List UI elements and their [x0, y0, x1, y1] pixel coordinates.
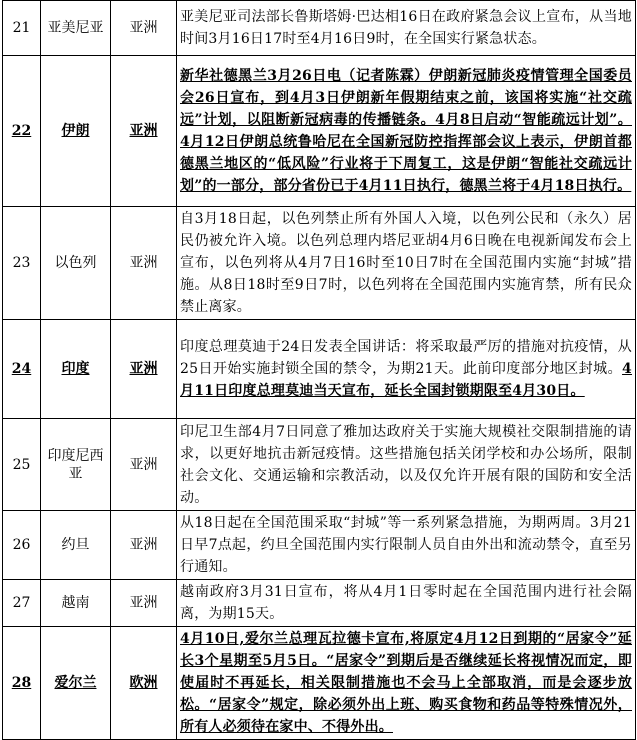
row-number: 27: [3, 580, 41, 627]
region-name: 亚洲: [111, 320, 177, 419]
table-row: [3, 580, 636, 627]
country-name: 越南: [41, 580, 111, 627]
country-name: 爱尔兰: [41, 627, 111, 740]
region-name: 亚洲: [111, 207, 177, 320]
region-name: 欧洲: [111, 627, 177, 740]
row-number: 26: [3, 511, 41, 580]
country-name: 亚美尼亚: [41, 1, 111, 56]
plain-text: 印度总理莫迪于24日发表全国讲话：将采取最严厉的措施对抗疫情，从25日开始实施封锁全国的禁令，为期21天。此前印度部分地区封城。: [180, 339, 632, 377]
table-row: [3, 511, 636, 580]
table-row: [3, 207, 636, 320]
measure-description: [177, 320, 636, 419]
region-name: 亚洲: [111, 56, 177, 207]
region-name: 亚洲: [111, 1, 177, 56]
highlighted-text: 新华社德黑兰3月26日电（记者陈霖）伊朗新冠肺炎疫情管理全国委员会26日宣布，到4月3日伊朗新年假期结束之前，该国将实施“社交疏远”计划，以阻断新冠病毒的传播链条。4月8日启动“智能疏远计划”。4月12日伊朗总统鲁哈尼在全国新冠防控指挥部会议上表示，伊朗首都德黑兰地区的“低风险”行业将于下周复工，这是伊朗“智能社交疏远计划”的一部分，部分省份已于4月11日执行，德黑兰将于4月18日执行。: [180, 68, 632, 194]
row-number: 22: [3, 56, 41, 207]
country-name: 约旦: [41, 511, 111, 580]
measures-table: [2, 0, 636, 740]
region-name: 亚洲: [111, 419, 177, 511]
country-name: 印度: [41, 320, 111, 419]
measure-description: 自3月18日起，以色列禁止所有外国人入境，以色列公民和（永久）居民仍被允许入境。以色列总理内塔尼亚胡4月6日晚在电视新闻发布会上宣布，以色列将从4月7日16时至10日7时在全国范围内实施“封城”措施。从8日18时至9日7时，以色列将在全国范围内实施宵禁，所有民众禁止离家。: [177, 207, 636, 320]
row-number: 23: [3, 207, 41, 320]
region-name: 亚洲: [111, 511, 177, 580]
table-row: [3, 56, 636, 207]
country-name: 伊朗: [41, 56, 111, 207]
measure-description: [177, 56, 636, 207]
row-number: 28: [3, 627, 41, 740]
highlighted-text: 4月10日,爱尔兰总理瓦拉德卡宣布,将原定4月12日到期的“居家令”延长3个星期至5月5日。“居家令”到期后是否继续延长将视情况而定，即使届时不再延长，相关限制措施也不会马上全部取消，而是会逐步放松。“居家令”规定，除必须外出上班、购买食物和药品等特殊情况外，所有人必须待在家中、不得外出。: [180, 631, 632, 735]
measure-description: 印尼卫生部4月7日同意了雅加达政府关于实施大规模社交限制措施的请求，以更好地抗击新冠疫情。这些措施包括关闭学校和办公场所，限制社会文化、交通运输和宗教活动，以及仅允许开展有限的国防和安全活动。: [177, 419, 636, 511]
country-name: 印度尼西亚: [41, 419, 111, 511]
highlighted-text: 4月11日印度总理莫迪当天宣布，延长全国封锁期限至4月30日。: [180, 361, 632, 399]
table-row: [3, 627, 636, 740]
row-number: 25: [3, 419, 41, 511]
table-row: [3, 1, 636, 56]
measure-description: 越南政府3月31日宣布，将从4月1日零时起在全国范围内进行社会隔离，为期15天。: [177, 580, 636, 627]
region-name: 亚洲: [111, 580, 177, 627]
measure-description: [177, 627, 636, 740]
row-number: 24: [3, 320, 41, 419]
table-row: [3, 419, 636, 511]
measure-description: 从18日起在全国范围采取“封城”等一系列紧急措施，为期两周。3月21日早7点起，约旦全国范围内实行限制人员自由外出和流动禁令，直至另行通知。: [177, 511, 636, 580]
table-row: [3, 320, 636, 419]
country-name: 以色列: [41, 207, 111, 320]
measure-description: 亚美尼亚司法部长鲁斯塔姆·巴达相16日在政府紧急会议上宣布，从当地时间3月16日17时至4月16日9时，在全国实行紧急状态。: [177, 1, 636, 56]
row-number: 21: [3, 1, 41, 56]
